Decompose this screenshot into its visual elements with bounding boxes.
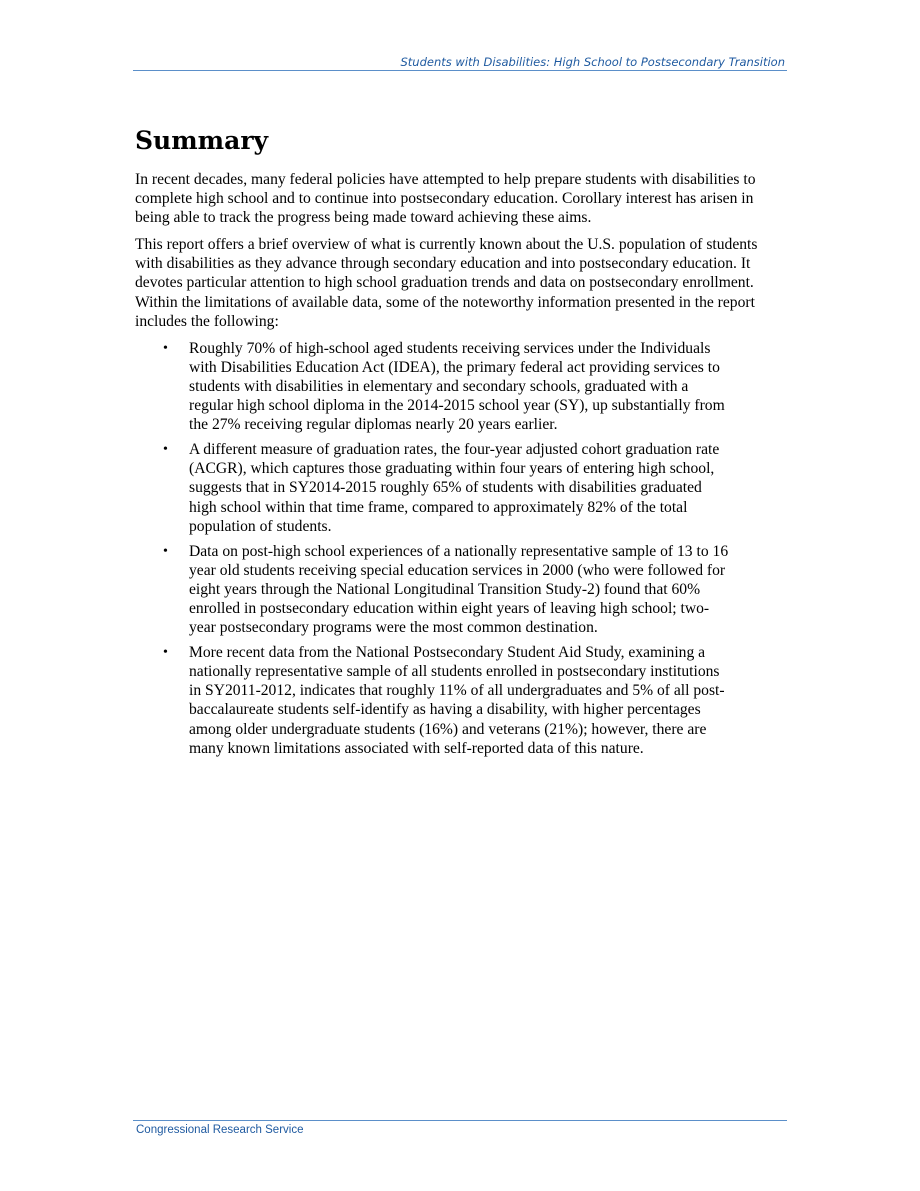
overview-paragraph: This report offers a brief overview of what is currently known about the U.S. population of students with disabilities as they advance through secondary education and into postsecondary education. It devotes particular attention to high school graduation trends and data on postsecondary enrollment. Within the limitations of available data, some of the noteworthy information presented in the report includes the following: xyxy=(135,236,758,330)
list-item-text: More recent data from the National Postsecondary Student Aid Study, examining a nationally representative sample of all students enrolled in postsecondary institutions in SY2011-2012, indicates that roughly 11% of all undergraduates and 5% of all post-baccalaureate students self-identify as having a disability, with higher percentages among older undergraduate students (16%) and veterans (21%); however, there are many known limitations associated with self-reported data of this nature. xyxy=(189,644,725,757)
running-header xyxy=(133,54,787,71)
summary-section xyxy=(135,124,785,764)
bullet-icon: • xyxy=(163,645,168,661)
section-title: Summary xyxy=(135,126,269,155)
list-item xyxy=(135,440,729,535)
running-footer xyxy=(133,1120,787,1136)
intro-paragraph: In recent decades, many federal policies have attempted to help prepare students with disabilities to complete high school and to continue into postsecondary education. Corollary interest has arisen in being able to track the progress being made toward achieving these aims. xyxy=(135,171,756,227)
bullet-icon: • xyxy=(163,340,168,356)
running-header-title: Students with Disabilities: High School to Postsecondary Transition xyxy=(400,55,785,69)
list-item xyxy=(135,542,729,637)
footer-organization: Congressional Research Service xyxy=(136,1124,304,1136)
bullet-icon: • xyxy=(163,442,168,458)
list-item-text: Data on post-high school experiences of a nationally representative sample of 13 to 16 year old students receiving special education services in 2000 (who were followed for eight years through the National Longitudinal Transition Study-2) found that 60% enrolled in postsecondary education within eight years of leaving high school; two-year postsecondary programs were the most common destination. xyxy=(189,542,729,637)
findings-list xyxy=(135,339,785,758)
list-item-text: Roughly 70% of high-school aged students receiving services under the Individuals with Disabilities Education Act (IDEA), the primary federal act providing services to students with disabilities in elementary and secondary schools, graduated with a regular high school diploma in the 2014-2015 school year (SY), up substantially from the 27% receiving regular diplomas nearly 20 years earlier. xyxy=(189,339,725,434)
list-item xyxy=(135,339,729,434)
list-item xyxy=(135,643,729,758)
list-item-text: A different measure of graduation rates, the four-year adjusted cohort graduation rate (ACGR), which captures those graduating within four years of entering high school, suggests that in SY2014-2015 roughly 65% of students with disabilities graduated high school within that time frame, compared to approximately 82% of the total population of students. xyxy=(189,441,720,535)
bullet-icon: • xyxy=(163,543,168,559)
